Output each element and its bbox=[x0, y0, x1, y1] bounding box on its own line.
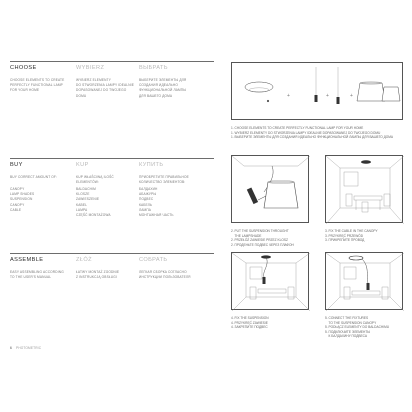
step4-caption: 4. FIX THE SUSPENSION 4. PRZYKRĘĆ ZAWIESIE 4. ЗАКРЕПИТЕ ПОДВЕС bbox=[231, 316, 269, 330]
assemble-text-en: EASY ASSEMBLING ACCORDING TO THE USER'S MANUAL bbox=[10, 270, 64, 280]
rule-buy bbox=[10, 158, 214, 159]
svg-text:+: + bbox=[287, 93, 290, 99]
step3-caption: 3. FIX THE CABLE IN THE CANOPY 3. PRZYKRĘĆ PRZEWÓD 3. ПРИКРЕПИТЕ ПРОВОД bbox=[325, 229, 378, 243]
choose-title-en: CHOOSE bbox=[10, 65, 37, 71]
assemble-title-ru: СОБРАТЬ bbox=[139, 257, 168, 263]
step1-caption: 1. CHOOSE ELEMENTS TO CREATE PERFECTLY FUNCTIONAL LAMP FOR YOUR HOME 1. WYBIERZ ELEMENTY DO STWORZENIA LAMPY IDEALNIE DOPASOWANEJ DO TWOJEGO DOMU 1. ВЫБЕРИТЕ ЭЛЕМЕНТЫ ДЛЯ СОЗДАНИЯ ИДЕАЛЬНО ФУНКЦИОНАЛЬНОЙ ЛАМПЫ ДЛЯ ВАШЕГО ДОМА bbox=[231, 126, 394, 140]
buy-text-ru: ПРИОБРЕТИТЕ ПРАВИЛЬНОЕ КОЛИЧЕСТВО ЭЛЕМЕНТОВ: bbox=[139, 175, 189, 185]
assemble-text-de: ŁATWY MONTAŻ ZGODNIE Z INSTRUKCJĄ OBSŁUGI bbox=[76, 270, 120, 280]
choose-text-en: CHOOSE ELEMENTS TO CREATE PERFECTLY FUNCTIONAL LAMP FOR YOUR HOME bbox=[10, 78, 65, 93]
step1-illustration bbox=[231, 62, 403, 120]
step3-illustration bbox=[325, 155, 403, 223]
buy-title-de: KUP bbox=[76, 162, 89, 168]
rule-choose bbox=[10, 61, 214, 62]
choose-title-ru: ВЫБРАТЬ bbox=[139, 65, 168, 71]
buy-list-ru: БАЛДАХИН АБАЖУРЫ ПОДВЕС КАБЕЛЬ ЛАМПА МОНТАЖНАЯ ЧАСТЬ bbox=[139, 187, 174, 218]
assemble-title-en: ASSEMBLE bbox=[10, 257, 44, 263]
svg-text:+: + bbox=[350, 93, 353, 99]
buy-list-de: BALDACHIM KLOSZE ZAWIESZENIE KABEL LAMPA CZĘŚĆ MONTAŻOWA bbox=[76, 187, 111, 218]
step2-illustration bbox=[231, 155, 309, 223]
footer-label: PHOTOMETRIC bbox=[16, 346, 42, 350]
step5-caption: 5. CONNECT THE FIXTURES TO THE SUSPENSION CANOPY 5. PODŁĄCZ ELEMENTY DO BALDACHIMU 5. ПОДКЛЮЧИТЕ ЭЛЕМЕНТЫ К БАЛДАХИНУ ПОДВЕСА bbox=[325, 316, 390, 339]
choose-text-de: WYBIERZ ELEMENTY DO STWORZENIA LAMPY IDEALNIE DOPASOWANEJ DO TWOJEGO DOMU bbox=[76, 78, 134, 98]
buy-text-de: KUP WŁAŚCIWĄ ILOŚĆ ELEMENTÓW: bbox=[76, 175, 114, 185]
assemble-title-de: ZŁÓŻ bbox=[76, 257, 92, 263]
choose-text-ru: ВЫБЕРИТЕ ЭЛЕМЕНТЫ ДЛЯ СОЗДАНИЯ ИДЕАЛЬНО ФУНКЦИОНАЛЬНОЙ ЛАМПЫ ДЛЯ ВАШЕГО ДОМА bbox=[139, 78, 187, 98]
buy-title-ru: КУПИТЬ bbox=[139, 162, 164, 168]
svg-text:+: + bbox=[326, 93, 329, 99]
step2-caption: 2. PUT THE SUSPENSION THROUGHT THE LAMPSHADE 2. PRZEŁÓŻ ZAWIESIE PRZEZ KLOSZ 2. ПРОДЕНЬТЕ ПОДВЕС ЧЕРЕЗ ПЛАФОН bbox=[231, 229, 294, 247]
buy-list-en: CANOPY LAMP SHADES SUSPENSION CANOPY CABLE bbox=[10, 187, 35, 212]
rule-assemble bbox=[10, 253, 214, 254]
buy-title-en: BUY bbox=[10, 162, 23, 168]
buy-text-en: BUY CORRECT AMOUNT OF: bbox=[10, 175, 58, 179]
assemble-text-ru: ЛЕГКАЯ СБОРКА СОГЛАСНО ИНСТРУКЦИИ ПОЛЬЗОВАТЕЛЯ bbox=[139, 270, 191, 280]
choose-title-de: WYBIERZ bbox=[76, 65, 105, 71]
step5-illustration bbox=[325, 252, 403, 310]
footer-page-number: 6 bbox=[10, 346, 12, 350]
step4-illustration bbox=[231, 252, 309, 310]
